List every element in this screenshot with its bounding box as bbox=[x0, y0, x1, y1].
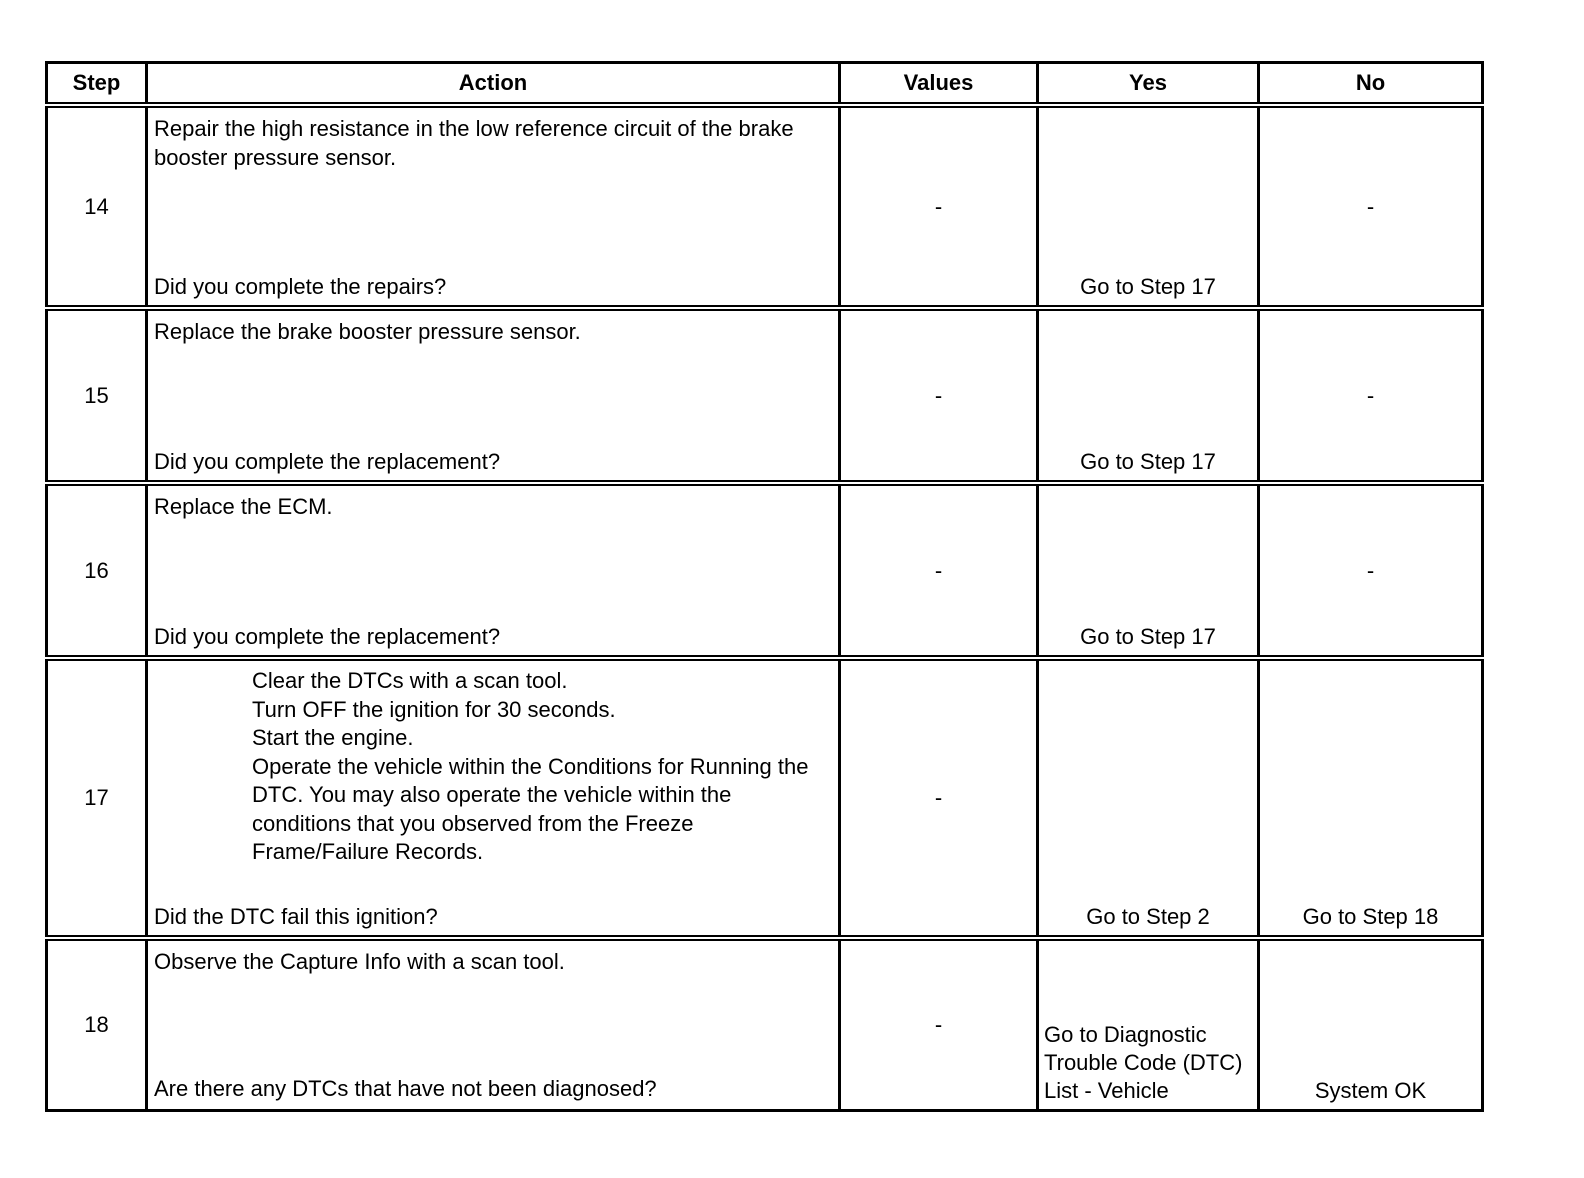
yes-cell: Go to Step 17 bbox=[1038, 105, 1259, 308]
header-no: No bbox=[1259, 63, 1483, 106]
action-text: Repair the high resistance in the low reference circuit of the brake booster pressure sensor. bbox=[154, 116, 794, 170]
table-row bbox=[47, 938, 1483, 1110]
list-item: Clear the DTCs with a scan tool. bbox=[252, 668, 568, 693]
header-step: Step bbox=[47, 63, 147, 106]
values-cell: - bbox=[840, 938, 1038, 1110]
yes-cell: Go to Step 2 bbox=[1038, 658, 1259, 938]
action-cell bbox=[147, 308, 840, 483]
table-row bbox=[47, 105, 1483, 308]
list-item: Turn OFF the ignition for 30 seconds. bbox=[252, 696, 616, 722]
values-cell: - bbox=[840, 105, 1038, 308]
step-number: 17 bbox=[47, 658, 147, 938]
values-cell: - bbox=[840, 308, 1038, 483]
action-question: Did you complete the replacement? bbox=[154, 624, 501, 649]
values-cell: - bbox=[840, 658, 1038, 938]
action-text: Replace the ECM. bbox=[154, 494, 333, 519]
table-row bbox=[47, 308, 1483, 483]
yes-cell: Go to Diagnostic Trouble Code (DTC) List - Vehicle bbox=[1038, 938, 1259, 1110]
action-text: Replace the brake booster pressure sensor. bbox=[154, 319, 581, 344]
no-cell: - bbox=[1259, 483, 1483, 658]
action-text: Observe the Capture Info with a scan tool. bbox=[154, 949, 565, 974]
step-number: 14 bbox=[47, 105, 147, 308]
table-row bbox=[47, 658, 1483, 938]
action-cell bbox=[147, 658, 840, 938]
list-item: Start the engine. bbox=[252, 725, 414, 750]
action-steps-list bbox=[154, 667, 832, 867]
action-question: Did you complete the replacement? bbox=[154, 449, 501, 474]
action-question: Are there any DTCs that have not been diagnosed? bbox=[154, 1076, 657, 1101]
step-number: 15 bbox=[47, 308, 147, 483]
diagnostic-table bbox=[45, 61, 1484, 1112]
no-cell: System OK bbox=[1259, 938, 1483, 1110]
values-cell: - bbox=[840, 483, 1038, 658]
no-cell: - bbox=[1259, 105, 1483, 308]
action-question: Did you complete the repairs? bbox=[154, 274, 447, 299]
action-cell bbox=[147, 938, 840, 1110]
no-cell: Go to Step 18 bbox=[1259, 658, 1483, 938]
header-yes: Yes bbox=[1038, 63, 1259, 106]
action-cell bbox=[147, 483, 840, 658]
header-values: Values bbox=[840, 63, 1038, 106]
step-number: 16 bbox=[47, 483, 147, 658]
no-cell: - bbox=[1259, 308, 1483, 483]
table-row bbox=[47, 483, 1483, 658]
action-cell bbox=[147, 105, 840, 308]
yes-cell: Go to Step 17 bbox=[1038, 483, 1259, 658]
header-action: Action bbox=[147, 63, 840, 106]
list-item: Operate the vehicle within the Conditions for Running the DTC. You may also operate the vehicle within the conditions that you observed from the Freeze Frame/Failure Records. bbox=[252, 753, 809, 864]
action-question: Did the DTC fail this ignition? bbox=[154, 904, 438, 929]
header-row bbox=[47, 63, 1483, 106]
yes-cell: Go to Step 17 bbox=[1038, 308, 1259, 483]
step-number: 18 bbox=[47, 938, 147, 1110]
